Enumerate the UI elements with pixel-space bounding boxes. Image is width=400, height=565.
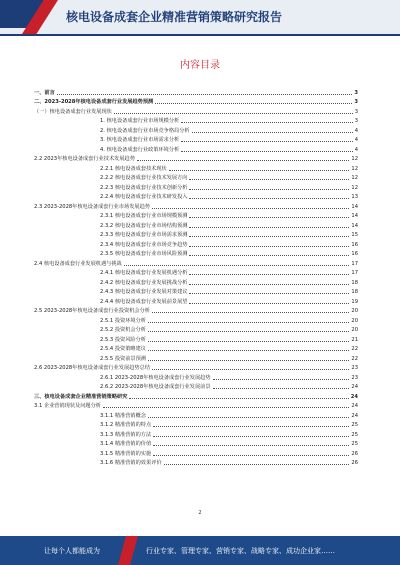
toc-leader-dots xyxy=(137,160,349,161)
toc-entry[interactable] xyxy=(34,181,358,191)
toc-leader-dots xyxy=(189,303,349,304)
toc-entry-label: 2.2.3 核电设备成套行业技术创新分析 xyxy=(100,184,188,191)
toc-leader-dots xyxy=(192,132,353,133)
toc-entry[interactable] xyxy=(34,371,358,381)
toc-leader-dots xyxy=(153,455,349,456)
toc-entry-page: 3 xyxy=(354,99,358,105)
toc-leader-dots xyxy=(189,179,349,180)
toc-entry-page: 3 xyxy=(354,89,358,96)
toc-entry[interactable] xyxy=(34,162,358,172)
toc-leader-dots xyxy=(213,379,350,380)
toc-leader-dots xyxy=(152,208,349,209)
toc-entry[interactable] xyxy=(34,409,358,419)
toc-entry-page: 14 xyxy=(351,222,358,229)
toc-entry-label: 3. 核电设备成套行业市场需求分析 xyxy=(100,137,180,143)
toc-entry-page: 3 xyxy=(354,108,358,115)
toc-entry-page: 13 xyxy=(351,194,358,200)
toc-entry-label: 2.2.4 核电设备成套行业技术研发投入 xyxy=(100,194,188,200)
toc-entry-label: 2.4 核电设备成套行业发展机遇与挑战 xyxy=(34,260,122,267)
toc-entry-page: 26 xyxy=(351,450,358,457)
toc-entry[interactable] xyxy=(34,86,358,96)
report-title: 核电设备成套企业精准营销策略研究报告 xyxy=(66,10,283,24)
toc-entry[interactable] xyxy=(34,191,358,201)
toc-entry-label: 2.4.1 核电设备成套行业发展机遇分析 xyxy=(100,270,188,276)
toc-entry[interactable] xyxy=(34,333,358,343)
toc-entry[interactable] xyxy=(34,172,358,182)
toc-entry-page: 14 xyxy=(351,203,358,210)
toc-leader-dots xyxy=(57,94,353,95)
toc-entry[interactable] xyxy=(34,305,358,315)
toc-entry-page: 15 xyxy=(351,232,358,238)
toc-leader-dots xyxy=(148,331,349,332)
toc-leader-dots xyxy=(189,227,349,228)
toc-entry[interactable] xyxy=(34,390,358,400)
toc-entry-label: 2.3.4 核电设备成套行业市场竞争趋势 xyxy=(100,241,188,248)
toc-entry-page: 19 xyxy=(351,298,358,305)
toc-entry[interactable] xyxy=(34,153,358,163)
toc-entry-label: 4. 核电设备成套行业政策环境分析 xyxy=(100,146,180,153)
toc-entry-page: 23 xyxy=(351,374,358,381)
toc-entry[interactable] xyxy=(34,457,358,467)
toc-entry[interactable] xyxy=(34,324,358,334)
toc-entry[interactable] xyxy=(34,400,358,410)
toc-entry-label: 2.2.1 核电设备成套技术现状 xyxy=(100,165,167,172)
toc-entry-label: 2.5.5 投资前景预测 xyxy=(100,355,146,362)
toc-entry[interactable] xyxy=(34,105,358,115)
toc-entry-page: 12 xyxy=(351,165,358,172)
toc-leader-dots xyxy=(148,341,349,342)
toc-entry[interactable] xyxy=(34,286,358,296)
toc-entry[interactable] xyxy=(34,143,358,153)
toc-entry-page: 12 xyxy=(351,184,358,191)
toc-leader-dots xyxy=(164,464,350,465)
toc-entry-page: 4 xyxy=(354,146,358,153)
toc-leader-dots xyxy=(213,388,350,389)
toc-entry-label: 2.3.5 核电设备成套行业市场风险预测 xyxy=(100,251,188,257)
toc-leader-dots xyxy=(129,398,348,399)
toc-entry-label: 1. 核电设备成套行业市场规模分析 xyxy=(100,118,180,124)
toc-entry-label: 2.5.2 投资机会分析 xyxy=(100,327,146,333)
toc-entry-label: 3.1.3 精准营销的方法 xyxy=(100,431,152,438)
toc-entry-page: 3 xyxy=(354,118,358,124)
toc-entry-page: 17 xyxy=(351,270,358,276)
toc-entry-label: 2.3.3 核电设备成套行业市场需求预测 xyxy=(100,232,188,238)
toc-entry-label: 一、前言 xyxy=(34,89,55,96)
toc-entry[interactable] xyxy=(34,447,358,457)
toc-entry[interactable] xyxy=(34,276,358,286)
toc-entry-label: 2.5.4 投资策略建议 xyxy=(100,346,146,352)
toc-entry-label: 2.4.2 核电设备成套行业发展挑战分析 xyxy=(100,279,188,286)
toc-entry-label: 二、2023-2028年核电设备成套行业发展趋势预测 xyxy=(34,99,154,105)
toc-entry-label: 2.6.2 2023-2028年核电设备成套行业发展前景 xyxy=(100,384,211,390)
toc-entry-page: 21 xyxy=(351,336,358,343)
toc-entry-label: （一）核电设备成套行业发展现状 xyxy=(34,108,112,115)
toc-leader-dots xyxy=(148,322,349,323)
toc-entry-page: 17 xyxy=(351,260,358,267)
toc-entry-page: 24 xyxy=(351,412,358,419)
toc-entry[interactable] xyxy=(34,381,358,391)
toc-leader-dots xyxy=(114,113,353,114)
toc-entry[interactable] xyxy=(34,134,358,144)
toc-leader-dots xyxy=(189,189,349,190)
toc-leader-dots xyxy=(189,217,349,218)
toc-entry[interactable] xyxy=(34,438,358,448)
toc-leader-dots xyxy=(153,426,349,427)
toc-leader-dots xyxy=(189,274,349,275)
toc-entry[interactable] xyxy=(34,219,358,229)
toc-entry[interactable] xyxy=(34,314,358,324)
toc-leader-dots xyxy=(152,312,349,313)
toc-entry-label: 2.3 2023-2028年核电设备成套行业市场发展趋势 xyxy=(34,203,150,210)
toc-entry-label: 2.3.2 核电设备成套行业市场结构预测 xyxy=(100,222,188,229)
toc-entry[interactable] xyxy=(34,352,358,362)
toc-entry-page: 25 xyxy=(351,431,358,438)
toc-entry-label: 3.1.6 精准营销的效果评价 xyxy=(100,460,162,466)
toc-entry-label: 2.3.1 核电设备成套行业市场规模预测 xyxy=(100,213,188,219)
toc-leader-dots xyxy=(153,436,349,437)
toc-entry[interactable] xyxy=(34,343,358,353)
footer-roles: 行业专家、管理专家、营销专家、战略专家、成功企业家…… xyxy=(146,547,335,555)
page-number: 2 xyxy=(198,510,202,516)
toc-entry-label: 2.6.1 2023-2028年核电设备成套行业发展趋势 xyxy=(100,374,211,381)
toc-entry-page: 18 xyxy=(351,279,358,286)
toc-heading: 内容目录 xyxy=(180,60,220,71)
toc-leader-dots xyxy=(189,284,349,285)
toc-entry-page: 18 xyxy=(351,289,358,295)
toc-entry-label: 3.1.5 精准营销的实施 xyxy=(100,450,152,457)
toc-leader-dots xyxy=(152,369,349,370)
toc-entry-label: 2.2 2023年核电设备成套行业技术发展趋势 xyxy=(34,156,135,162)
toc-leader-dots xyxy=(181,151,352,152)
toc-entry-label: 2.5 2023-2028年核电设备成套行业投资机会分析 xyxy=(34,308,150,314)
toc-entry[interactable] xyxy=(34,124,358,134)
toc-leader-dots xyxy=(189,236,349,237)
toc-entry-label: 2.4.3 核电设备成套行业发展对策建议 xyxy=(100,289,188,295)
toc-entry[interactable] xyxy=(34,96,358,106)
footer-slogan: 让每个人都能成为 xyxy=(44,547,100,555)
toc-entry-page: 12 xyxy=(351,175,358,181)
toc-entry-label: 2.5.1 投资环境分析 xyxy=(100,317,146,324)
toc-leader-dots xyxy=(189,255,349,256)
toc-entry-page: 22 xyxy=(351,346,358,352)
toc-entry-page: 25 xyxy=(351,422,358,428)
toc-leader-dots xyxy=(189,198,349,199)
toc-entry-page: 14 xyxy=(351,213,358,219)
table-of-contents xyxy=(34,86,358,466)
toc-entry-page: 4 xyxy=(354,137,358,143)
toc-entry[interactable] xyxy=(34,229,358,239)
header-divider xyxy=(0,34,400,36)
toc-leader-dots xyxy=(148,417,349,418)
toc-leader-dots xyxy=(153,445,349,446)
toc-leader-dots xyxy=(148,360,349,361)
toc-entry-page: 20 xyxy=(351,317,358,324)
toc-leader-dots xyxy=(155,103,352,104)
toc-entry-page: 25 xyxy=(351,441,358,447)
toc-entry-page: 24 xyxy=(351,384,358,390)
toc-leader-dots xyxy=(103,407,349,408)
toc-entry-page: 20 xyxy=(351,308,358,314)
toc-entry-page: 23 xyxy=(351,365,358,371)
toc-entry[interactable] xyxy=(34,362,358,372)
toc-entry-page: 20 xyxy=(351,327,358,333)
toc-entry[interactable] xyxy=(34,257,358,267)
toc-entry-label: 2.2.2 核电设备成套行业技术发展方向 xyxy=(100,175,188,181)
toc-entry-label: 3.1.4 精准营销的价值 xyxy=(100,441,152,447)
toc-entry[interactable] xyxy=(34,267,358,277)
toc-entry-page: 16 xyxy=(351,251,358,257)
toc-entry[interactable] xyxy=(34,200,358,210)
toc-entry-label: 3.1.2 精准营销的特点 xyxy=(100,422,152,428)
toc-entry-label: 2.5.3 投资风险分析 xyxy=(100,336,146,343)
toc-entry-label: 2.6 2023-2028年核电设备成套行业发展趋势总结 xyxy=(34,365,150,371)
toc-entry[interactable] xyxy=(34,419,358,429)
toc-entry-label: 2.4.4 核电设备成套行业发展前景展望 xyxy=(100,298,188,305)
toc-entry[interactable] xyxy=(34,428,358,438)
toc-entry-page: 16 xyxy=(351,241,358,248)
toc-entry-page: 4 xyxy=(354,127,358,134)
toc-entry-label: 3.1.1 精准营销概念 xyxy=(100,412,146,419)
toc-entry[interactable] xyxy=(34,295,358,305)
toc-entry[interactable] xyxy=(34,210,358,220)
toc-entry-page: 12 xyxy=(351,156,358,162)
toc-leader-dots xyxy=(189,293,349,294)
toc-entry[interactable] xyxy=(34,115,358,125)
toc-entry[interactable] xyxy=(34,238,358,248)
toc-leader-dots xyxy=(169,170,350,171)
toc-entry-page: 22 xyxy=(351,355,358,362)
toc-entry-page: 24 xyxy=(351,403,358,409)
toc-leader-dots xyxy=(148,350,349,351)
toc-entry-label: 2. 核电设备成套行业市场竞争格局分析 xyxy=(100,127,190,134)
toc-leader-dots xyxy=(181,122,352,123)
toc-leader-dots xyxy=(189,246,349,247)
toc-entry[interactable] xyxy=(34,248,358,258)
toc-leader-dots xyxy=(181,141,352,142)
toc-entry-page: 26 xyxy=(351,460,358,466)
toc-entry-page: 24 xyxy=(350,393,358,400)
toc-leader-dots xyxy=(124,265,350,266)
toc-entry-label: 三、核电设备成套企业精准营销策略研究 xyxy=(34,393,128,400)
toc-entry-label: 3.1 企业营销现状及问题分析 xyxy=(34,403,101,409)
